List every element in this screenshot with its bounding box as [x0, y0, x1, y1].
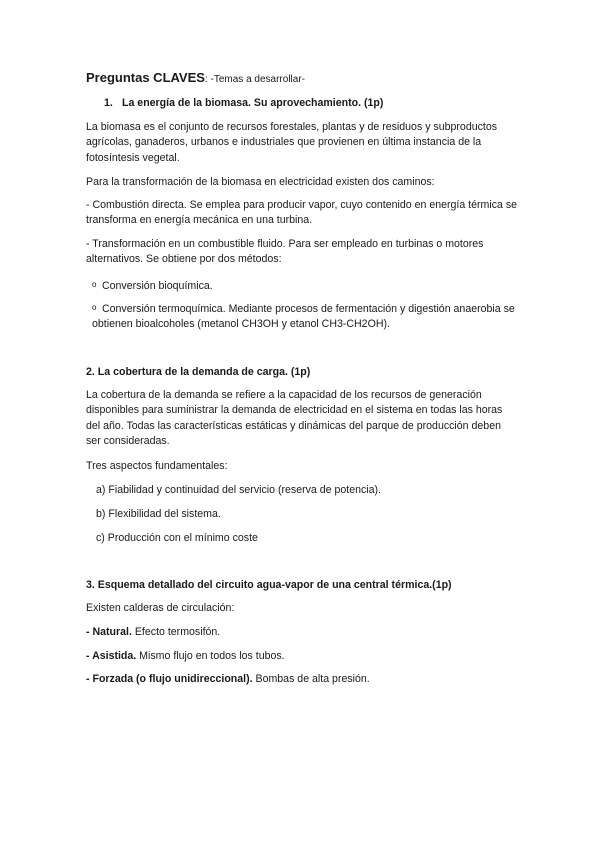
title-main: Preguntas CLAVES [86, 70, 205, 85]
q3-item-asistida-text: Mismo flujo en todos los tubos. [136, 650, 285, 662]
q1-heading [104, 96, 536, 111]
q1-paragraph-2: Para la transformación de la biomasa en electricidad existen dos caminos: [86, 176, 435, 188]
q3-item-asistida-label: - Asistida. [86, 650, 137, 662]
q3-heading: 3. Esquema detallado del circuito agua-vapor de una central térmica.(1p) [86, 579, 452, 591]
bullet-circle-icon: o [92, 280, 97, 289]
q3-item-forzada-text: Bombas de alta presión. [252, 673, 370, 685]
q1-bullet-1-text: Conversión bioquímica. [102, 280, 213, 292]
q2-heading: 2. La cobertura de la demanda de carga. (1p) [86, 366, 311, 378]
bullet-circle-icon: o [92, 303, 97, 312]
q2-paragraph-1: La cobertura de la demanda se refiere a la capacidad de los recursos de generación disponibles para suministrar la demanda de electricidad en el sistema en todas las horas del año. Todas las características estáticas y dinámicas del parque de producción deben ser consideradas. [86, 389, 503, 448]
q1-bullet-1 [92, 277, 524, 294]
q1-bullet-2 [92, 300, 518, 333]
page-title [86, 70, 518, 87]
q2-item-c: c) Producción con el mínimo coste [96, 532, 258, 544]
q3-item-asistida [86, 649, 518, 664]
q1-paragraph-1: La biomasa es el conjunto de recursos forestales, plantas y de residuos y subproductos agrícolas, ganaderos, urbanos e industriales que provienen en última instancia de la fotosíntesis vegetal. [86, 121, 498, 164]
q3-item-natural [86, 625, 518, 640]
q1-paragraph-3: - Combustión directa. Se emplea para producir vapor, cuyo contenido en energía térmica se transforma en energía mecánica en una turbina. [86, 199, 518, 227]
q1-paragraph-4: - Transformación en un combustible fluido. Para ser empleado en turbinas o motores alternativos. Se obtiene por dos métodos: [86, 238, 484, 266]
q3-item-forzada [86, 672, 518, 687]
q2-paragraph-2: Tres aspectos fundamentales: [86, 460, 228, 472]
q1-heading-text: La energía de la biomasa. Su aprovechamiento. (1p) [122, 97, 384, 109]
q2-item-a: a) Fiabilidad y continuidad del servicio (reserva de potencia). [96, 484, 382, 496]
q1-number: 1. [104, 97, 113, 109]
q2-item-b: b) Flexibilidad del sistema. [96, 508, 221, 520]
title-subtitle: : -Temas a desarrollar- [204, 74, 305, 85]
q3-paragraph-1: Existen calderas de circulación: [86, 602, 235, 614]
q3-item-forzada-label: - Forzada (o flujo unidireccional). [86, 673, 253, 685]
q1-bullet-2-text: Conversión termoquímica. Mediante procesos de fermentación y digestión anaerobia se obtienen bioalcoholes (metanol CH3OH y etanol CH3-CH2OH). [92, 303, 515, 331]
q3-item-natural-text: Efecto termosifón. [131, 626, 221, 638]
q3-item-natural-label: - Natural. [86, 626, 132, 638]
